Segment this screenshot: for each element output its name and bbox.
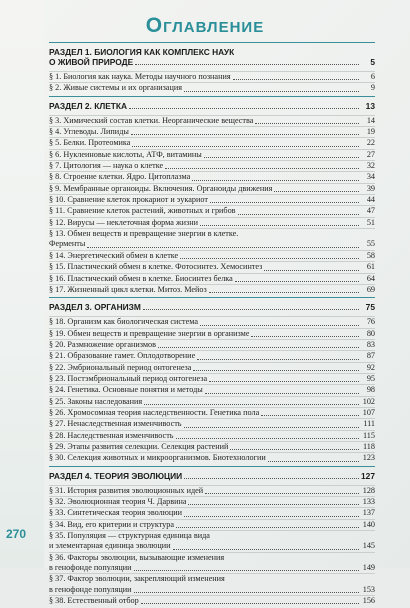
toc-entry[interactable] [49, 284, 375, 295]
toc-entry-title: § 26. Хромосомная теория наследственности. Генетика пола [49, 407, 260, 417]
toc-entry-page: 55 [366, 239, 375, 249]
dot-leader [235, 280, 359, 282]
section-heading-text: О ЖИВОЙ ПРИРОДЕ [49, 57, 134, 67]
section-page-number: 13 [365, 100, 375, 111]
dot-leader [251, 335, 359, 337]
toc-entry-title: § 4. Углеводы. Липиды [49, 127, 129, 137]
toc-entry[interactable] [49, 595, 375, 606]
toc-entry-page: 58 [366, 250, 375, 260]
toc-entry[interactable] [49, 160, 375, 171]
toc-entry-title: § 13. Обмен веществ и превращение энергии в клетке. [49, 229, 239, 239]
toc-entry[interactable] [49, 217, 375, 228]
toc-entry[interactable] [49, 261, 375, 272]
dot-leader [134, 591, 360, 593]
dot-leader [131, 133, 359, 135]
toc-entry-page: 123 [362, 453, 375, 463]
dot-leader [200, 324, 359, 326]
toc-entry[interactable] [49, 250, 375, 261]
toc-entry-page: 145 [362, 541, 375, 551]
dot-leader [268, 460, 359, 462]
toc-entry-page: 39 [366, 183, 375, 193]
toc-entry[interactable] [49, 418, 375, 429]
dot-leader [132, 145, 359, 147]
dot-leader [184, 90, 359, 92]
toc-entry-page: 156 [362, 596, 375, 606]
toc-entry[interactable] [49, 485, 375, 496]
toc-entry[interactable] [49, 585, 375, 595]
toc-entry-page: 118 [363, 441, 375, 451]
toc-entry-title: § 34. Вид, его критерии и структура [49, 519, 175, 529]
toc-entry-page: 107 [362, 407, 375, 417]
toc-entry-title: § 14. Энергетический обмен в клетке [49, 250, 179, 260]
toc-entry[interactable] [49, 350, 375, 361]
section-heading[interactable] [49, 57, 375, 67]
toc-entry-title: § 15. Пластический обмен в клетке. Фотосинтез. Хемосинтез [49, 262, 263, 272]
toc-entry-title: § 33. Синтетическая теория эволюции [49, 508, 182, 518]
dot-leader [188, 503, 359, 505]
toc-entry[interactable] [49, 228, 375, 239]
toc-entry-page: 44 [366, 195, 375, 205]
toc-entry[interactable] [49, 115, 375, 126]
toc-entry[interactable] [49, 273, 375, 284]
toc-entry[interactable] [49, 71, 375, 82]
dot-leader [261, 414, 359, 416]
toc-entry-page: 14 [366, 115, 375, 125]
toc-entry[interactable] [49, 452, 375, 463]
toc-entry-title: Ферменты [49, 239, 86, 249]
dot-leader [176, 526, 359, 528]
toc-entry-title: и элементарная единица эволюции [49, 541, 171, 551]
toc-entry-title: § 19. Обмен веществ и превращение энергии в организме [49, 328, 250, 338]
page-number: 270 [6, 527, 27, 541]
toc-entry-page: 92 [366, 362, 375, 372]
toc-entry[interactable] [49, 328, 375, 339]
toc-entry-page: 111 [363, 419, 375, 429]
section-heading[interactable] [49, 101, 375, 111]
toc-entry-title: § 27. Ненаследственная изменчивость [49, 419, 182, 429]
toc-entry-page: 69 [366, 284, 375, 294]
toc-entry-title: § 30. Селекция животных и микроорганизмов. Биотехнологии [49, 453, 266, 463]
section-page-number: 127 [361, 470, 375, 481]
toc-entry[interactable] [49, 407, 375, 418]
toc-entry-title: § 17. Жизненный цикл клетки. Митоз. Мейоз [49, 284, 207, 294]
section-heading-text: РАЗДЕЛ 4. ТЕОРИЯ ЭВОЛЮЦИИ [49, 470, 183, 481]
toc-entry[interactable] [49, 316, 375, 327]
toc-entry[interactable] [49, 149, 375, 160]
toc-entry-title: § 28. Наследственная изменчивость [49, 430, 174, 440]
toc-entry-title: § 37. Фактор эволюции, закрепляющий изменения [49, 574, 225, 584]
table-of-contents [49, 42, 375, 608]
dot-leader [264, 269, 359, 271]
section-heading[interactable] [49, 302, 375, 312]
toc-entry-title: § 10. Сравнение клеток прокариот и эукариот [49, 195, 208, 205]
toc-entry-page: 133 [362, 497, 375, 506]
toc-entry-page: 22 [366, 138, 375, 148]
dot-leader [238, 213, 359, 215]
toc-entry-title: § 29. Этапы развития селекции. Селекция растений [49, 441, 229, 451]
page-title: Оглавление [145, 14, 265, 37]
toc-entry-page: 80 [366, 328, 375, 338]
toc-entry[interactable] [49, 205, 375, 216]
toc-entry-title: § 38. Естественный отбор [49, 596, 139, 606]
toc-entry-page: 115 [363, 430, 375, 440]
toc-entry-page: 83 [366, 339, 375, 349]
toc-entry-title: § 8. Строение клетки. Ядро. Цитоплазма [49, 172, 191, 182]
toc-entry[interactable] [49, 82, 375, 93]
toc-entry-title: § 12. Вирусы — неклеточная форма жизни [49, 217, 198, 227]
toc-entry[interactable] [49, 362, 375, 373]
dot-leader [87, 246, 359, 248]
toc-entry-page: 95 [366, 373, 375, 383]
dot-leader [192, 179, 359, 181]
toc-entry[interactable] [49, 530, 375, 541]
toc-entry-title: § 35. Популяция — структурная единица вида [49, 531, 210, 541]
toc-entry[interactable] [49, 552, 375, 563]
toc-entry-page: 9 [370, 83, 375, 93]
toc-entry-page: 102 [362, 396, 375, 406]
toc-entry[interactable] [49, 396, 375, 407]
toc-entry-page: 6 [370, 72, 375, 81]
dot-leader [184, 426, 359, 428]
toc-entry[interactable] [49, 339, 375, 350]
toc-entry-page: 27 [366, 149, 375, 159]
toc-entry-title: § 7. Цитология — наука о клетке [49, 161, 164, 171]
toc-entry-page: 19 [366, 127, 375, 137]
toc-entry-title: § 25. Законы наследования [49, 396, 143, 406]
toc-entry-title: § 36. Факторы эволюции, вызывающие изменения [49, 552, 225, 562]
dot-leader [255, 122, 359, 124]
dot-leader [180, 257, 359, 259]
dot-leader [129, 107, 359, 109]
dot-leader [233, 78, 359, 80]
dot-leader [200, 224, 359, 226]
toc-entry-title: § 1. Биология как наука. Методы научного познания [49, 72, 231, 81]
dot-leader [205, 492, 359, 494]
toc-entry-page: 47 [366, 206, 375, 216]
dot-leader [141, 602, 359, 604]
dot-leader [209, 380, 359, 382]
section-heading[interactable] [49, 471, 375, 481]
toc-section [49, 297, 375, 463]
toc-entry[interactable] [49, 183, 375, 194]
toc-entry-title: § 2. Живые системы и их организация [49, 83, 182, 93]
dot-leader [197, 358, 359, 360]
toc-entry[interactable] [49, 519, 375, 530]
section-heading-text: РАЗДЕЛ 3. ОРГАНИЗМ [49, 302, 141, 313]
toc-section [49, 466, 375, 607]
toc-entry-page: 153 [362, 584, 375, 594]
toc-entry-title: § 11. Сравнение клеток растений, животных и грибов [49, 206, 236, 216]
toc-entry-page: 137 [362, 508, 375, 518]
toc-entry-page: 34 [366, 172, 375, 182]
toc-entry[interactable] [49, 496, 375, 507]
toc-entry-title: § 18. Организм как биологическая система [49, 317, 199, 327]
toc-entry-title: § 24. Генетика. Основные понятия и методы [49, 385, 203, 395]
dot-leader [173, 548, 359, 550]
toc-entry[interactable] [49, 384, 375, 395]
toc-entry-page: 87 [366, 351, 375, 361]
toc-entry-title: § 6. Нуклеиновые кислоты, АТФ, витамины [49, 149, 202, 159]
section-page-number: 5 [370, 57, 375, 67]
toc-entry-page: 61 [366, 262, 375, 272]
toc-entry-page: 98 [366, 385, 375, 395]
toc-entry[interactable] [49, 563, 375, 573]
toc-entry-page: 128 [362, 485, 375, 495]
dot-leader [134, 569, 360, 571]
dot-leader [143, 308, 359, 310]
section-heading[interactable] [49, 47, 375, 57]
toc-entry[interactable] [49, 239, 375, 249]
toc-entry[interactable] [49, 541, 375, 551]
toc-entry-title: § 9. Мембранные органоиды. Включения. Органоиды движения [49, 183, 273, 193]
toc-entry[interactable] [49, 171, 375, 182]
toc-entry[interactable] [49, 430, 375, 441]
dot-leader [184, 477, 359, 479]
toc-entry-title: § 32. Эволюционная теория Ч. Дарвина [49, 497, 187, 506]
dot-leader [209, 291, 359, 293]
dot-leader [230, 448, 359, 450]
toc-entry-title: § 16. Пластический обмен в клетке. Биосинтез белка [49, 273, 233, 283]
toc-entry-title: § 22. Эмбриональный период онтогенеза [49, 362, 192, 372]
toc-entry[interactable] [49, 194, 375, 205]
toc-section [49, 96, 375, 296]
toc-entry[interactable] [49, 441, 375, 452]
dot-leader [210, 201, 359, 203]
toc-entry-title: § 23. Постэмбриональный период онтогенеза [49, 373, 208, 383]
dot-leader [158, 346, 359, 348]
dot-leader [184, 515, 359, 517]
toc-entry-page: 149 [362, 563, 375, 573]
toc-entry[interactable] [49, 126, 375, 137]
toc-entry[interactable] [49, 507, 375, 518]
toc-entry-page: 140 [362, 519, 375, 529]
toc-entry-title: § 3. Химический состав клетки. Неорганические вещества [49, 115, 254, 125]
dot-leader [176, 437, 359, 439]
section-heading-text: РАЗДЕЛ 2. КЛЕТКА [49, 100, 128, 111]
toc-entry-page: 51 [366, 217, 375, 227]
toc-entry[interactable] [49, 137, 375, 148]
dot-leader [274, 190, 359, 192]
toc-entry-title: § 20. Размножение организмов [49, 339, 157, 349]
toc-entry[interactable] [49, 573, 375, 584]
dot-leader [165, 167, 359, 169]
toc-entry-title: в генофонде популяции [49, 584, 132, 594]
section-heading-text: РАЗДЕЛ 1. БИОЛОГИЯ КАК КОМПЛЕКС НАУК [49, 47, 235, 57]
toc-entry-page: 76 [366, 317, 375, 327]
section-page-number: 75 [365, 302, 375, 313]
dot-leader [205, 392, 359, 394]
toc-entry-title: в генофонде популяции [49, 563, 132, 573]
page-margin [0, 0, 44, 568]
toc-section [49, 42, 375, 94]
toc-entry-title: § 21. Образование гамет. Оплодотворение [49, 351, 196, 361]
dot-leader [135, 63, 359, 65]
toc-entry-page: 32 [366, 161, 375, 171]
toc-entry-page: 64 [366, 273, 375, 283]
toc-entry-title: § 31. История развития эволюционных идей [49, 485, 204, 495]
dot-leader [144, 403, 359, 405]
toc-entry-title: § 5. Белки. Протеомика [49, 138, 131, 148]
dot-leader [193, 369, 359, 371]
dot-leader [204, 156, 359, 158]
toc-entry[interactable] [49, 373, 375, 384]
